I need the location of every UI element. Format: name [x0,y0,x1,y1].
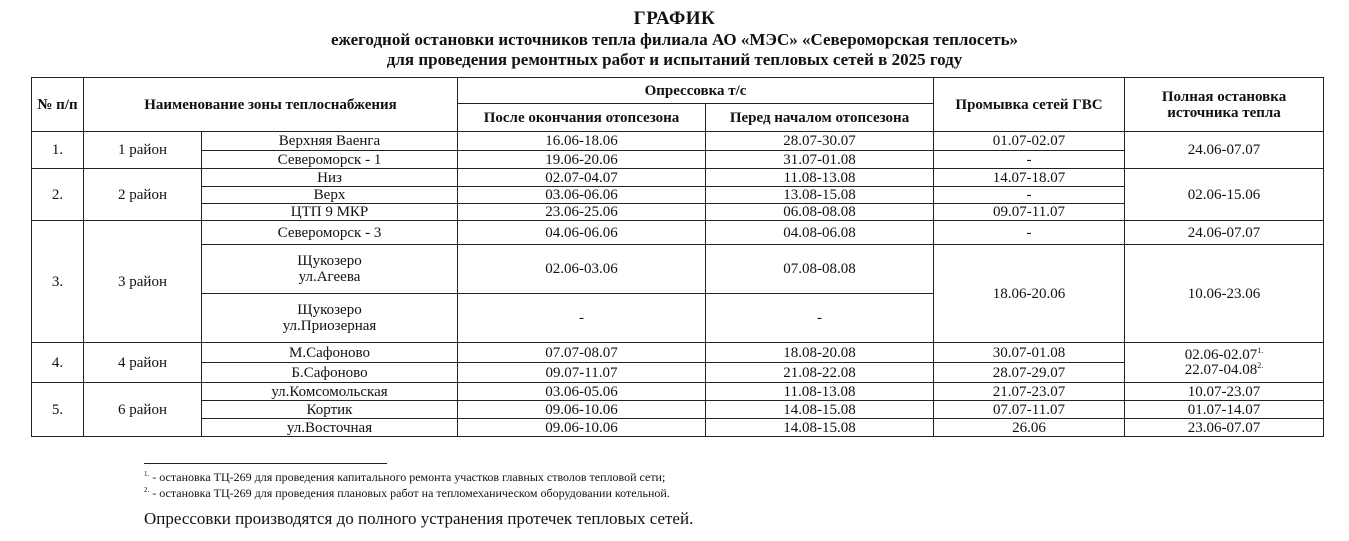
row-number: 2. [32,169,84,221]
stop-period-2: 22.07-04.08 [1184,361,1258,378]
area-name: Североморск - 3 [202,221,458,245]
footnote-1 [144,470,665,484]
full-stop-dates: 10.07-23.07 [1125,383,1324,401]
before-season-dates: 13.08-15.08 [706,187,934,204]
before-season-dates: 31.07-01.08 [706,151,934,169]
before-season-dates: 14.08-15.08 [706,401,934,419]
flush-dates: 30.07-01.08 [934,343,1125,363]
flush-dates: 14.07-18.07 [934,169,1125,187]
row-number: 3. [32,221,84,343]
stop-period-1: 02.06-02.07 [1184,346,1258,363]
after-season-dates: - [458,294,706,343]
area-name: Б.Сафоново [202,363,458,383]
header-flush: Промывка сетей ГВС [934,78,1125,132]
area-name-line2: ул.Приозерная [282,318,377,334]
district-name: 4 район [84,343,202,383]
district-name: 1 район [84,132,202,169]
flush-dates: 21.07-23.07 [934,383,1125,401]
table-row [32,401,1324,419]
district-name: 6 район [84,383,202,437]
area-name [202,294,458,343]
area-name: Низ [202,169,458,187]
before-season-dates: 21.08-22.08 [706,363,934,383]
area-name: ул.Восточная [202,419,458,437]
full-stop-dates: 23.06-07.07 [1125,419,1324,437]
closing-note: Опрессовки производятся до полного устранения протечек тепловых сетей. [144,509,694,528]
header-pressure-test: Опрессовка т/с [458,78,934,104]
area-name: ЦТП 9 МКР [202,204,458,221]
after-season-dates: 03.06-06.06 [458,187,706,204]
area-name-line2: ул.Агеева [298,269,361,285]
flush-dates: 01.07-02.07 [934,132,1125,151]
flush-dates: 07.07-11.07 [934,401,1125,419]
full-stop-dates: 01.07-14.07 [1125,401,1324,419]
document-title: ГРАФИК [633,8,716,29]
table-row [32,221,1324,245]
flush-dates: - [934,151,1125,169]
footnote-mark: 2. [144,486,150,494]
flush-dates: - [934,221,1125,245]
after-season-dates: 09.06-10.06 [458,419,706,437]
area-name-line1: Щукозеро [297,253,362,269]
after-season-dates: 23.06-25.06 [458,204,706,221]
after-season-dates: 07.07-08.07 [458,343,706,363]
header-full-stop: Полная остановка источника тепла [1125,78,1324,132]
after-season-dates: 09.06-10.06 [458,401,706,419]
after-season-dates: 02.07-04.07 [458,169,706,187]
header-num: № п/п [32,78,84,132]
before-season-dates: 18.08-20.08 [706,343,934,363]
footnote-mark: 1. [144,470,150,478]
table-row [32,132,1324,151]
district-name: 3 район [84,221,202,343]
after-season-dates: 04.06-06.06 [458,221,706,245]
flush-dates: - [934,187,1125,204]
flush-dates: 09.07-11.07 [934,204,1125,221]
district-name: 2 район [84,169,202,221]
schedule-table [31,77,1324,437]
full-stop-dates: 02.06-15.06 [1125,169,1324,221]
header-before-season: Перед началом отопсезона [706,104,934,132]
full-stop-dates: 10.06-23.06 [1125,245,1324,343]
after-season-dates: 02.06-03.06 [458,245,706,294]
full-stop-dates [1125,343,1324,383]
before-season-dates: 07.08-08.08 [706,245,934,294]
after-season-dates: 19.06-20.06 [458,151,706,169]
area-name: ул.Комсомольская [202,383,458,401]
area-name: М.Сафоново [202,343,458,363]
table-row [32,245,1324,294]
row-number: 1. [32,132,84,169]
after-season-dates: 09.07-11.07 [458,363,706,383]
document-subtitle: ежегодной остановки источников тепла филиала АО «МЭС» «Североморская теплосеть» [330,30,1019,49]
row-number: 5. [32,383,84,437]
area-name-line1: Щукозеро [297,302,362,318]
area-name [202,245,458,294]
footnote-text: - остановка ТЦ-269 для проведения капитального ремонта участков главных стволов тепловой сети; [149,470,666,484]
before-season-dates: 04.08-06.08 [706,221,934,245]
footnote-divider [144,463,387,464]
footnote-text: - остановка ТЦ-269 для проведения плановых работ на тепломеханическом оборудовании котельной. [149,486,670,500]
flush-dates: 18.06-20.06 [934,245,1125,343]
header-after-season: После окончания отопсезона [458,104,706,132]
footnote-ref-1: 1. [1257,345,1264,355]
table-row [32,419,1324,437]
footnote-ref-2: 2. [1257,360,1264,370]
table-row [32,343,1324,363]
after-season-dates: 16.06-18.06 [458,132,706,151]
area-name: Верх [202,187,458,204]
before-season-dates: 11.08-13.08 [706,169,934,187]
footnote-2 [144,486,670,500]
flush-dates: 26.06 [934,419,1125,437]
header-zone: Наименование зоны теплоснабжения [84,78,458,132]
row-number: 4. [32,343,84,383]
area-name: Североморск - 1 [202,151,458,169]
before-season-dates: - [706,294,934,343]
document-subtitle-2: для проведения ремонтных работ и испытаний тепловых сетей в 2025 году [386,50,963,69]
table-row [32,383,1324,401]
before-season-dates: 11.08-13.08 [706,383,934,401]
before-season-dates: 06.08-08.08 [706,204,934,221]
area-name: Верхняя Ваенга [202,132,458,151]
before-season-dates: 14.08-15.08 [706,419,934,437]
area-name: Кортик [202,401,458,419]
before-season-dates: 28.07-30.07 [706,132,934,151]
flush-dates: 28.07-29.07 [934,363,1125,383]
full-stop-dates: 24.06-07.07 [1125,132,1324,169]
table-row [32,169,1324,187]
after-season-dates: 03.06-05.06 [458,383,706,401]
full-stop-dates: 24.06-07.07 [1125,221,1324,245]
